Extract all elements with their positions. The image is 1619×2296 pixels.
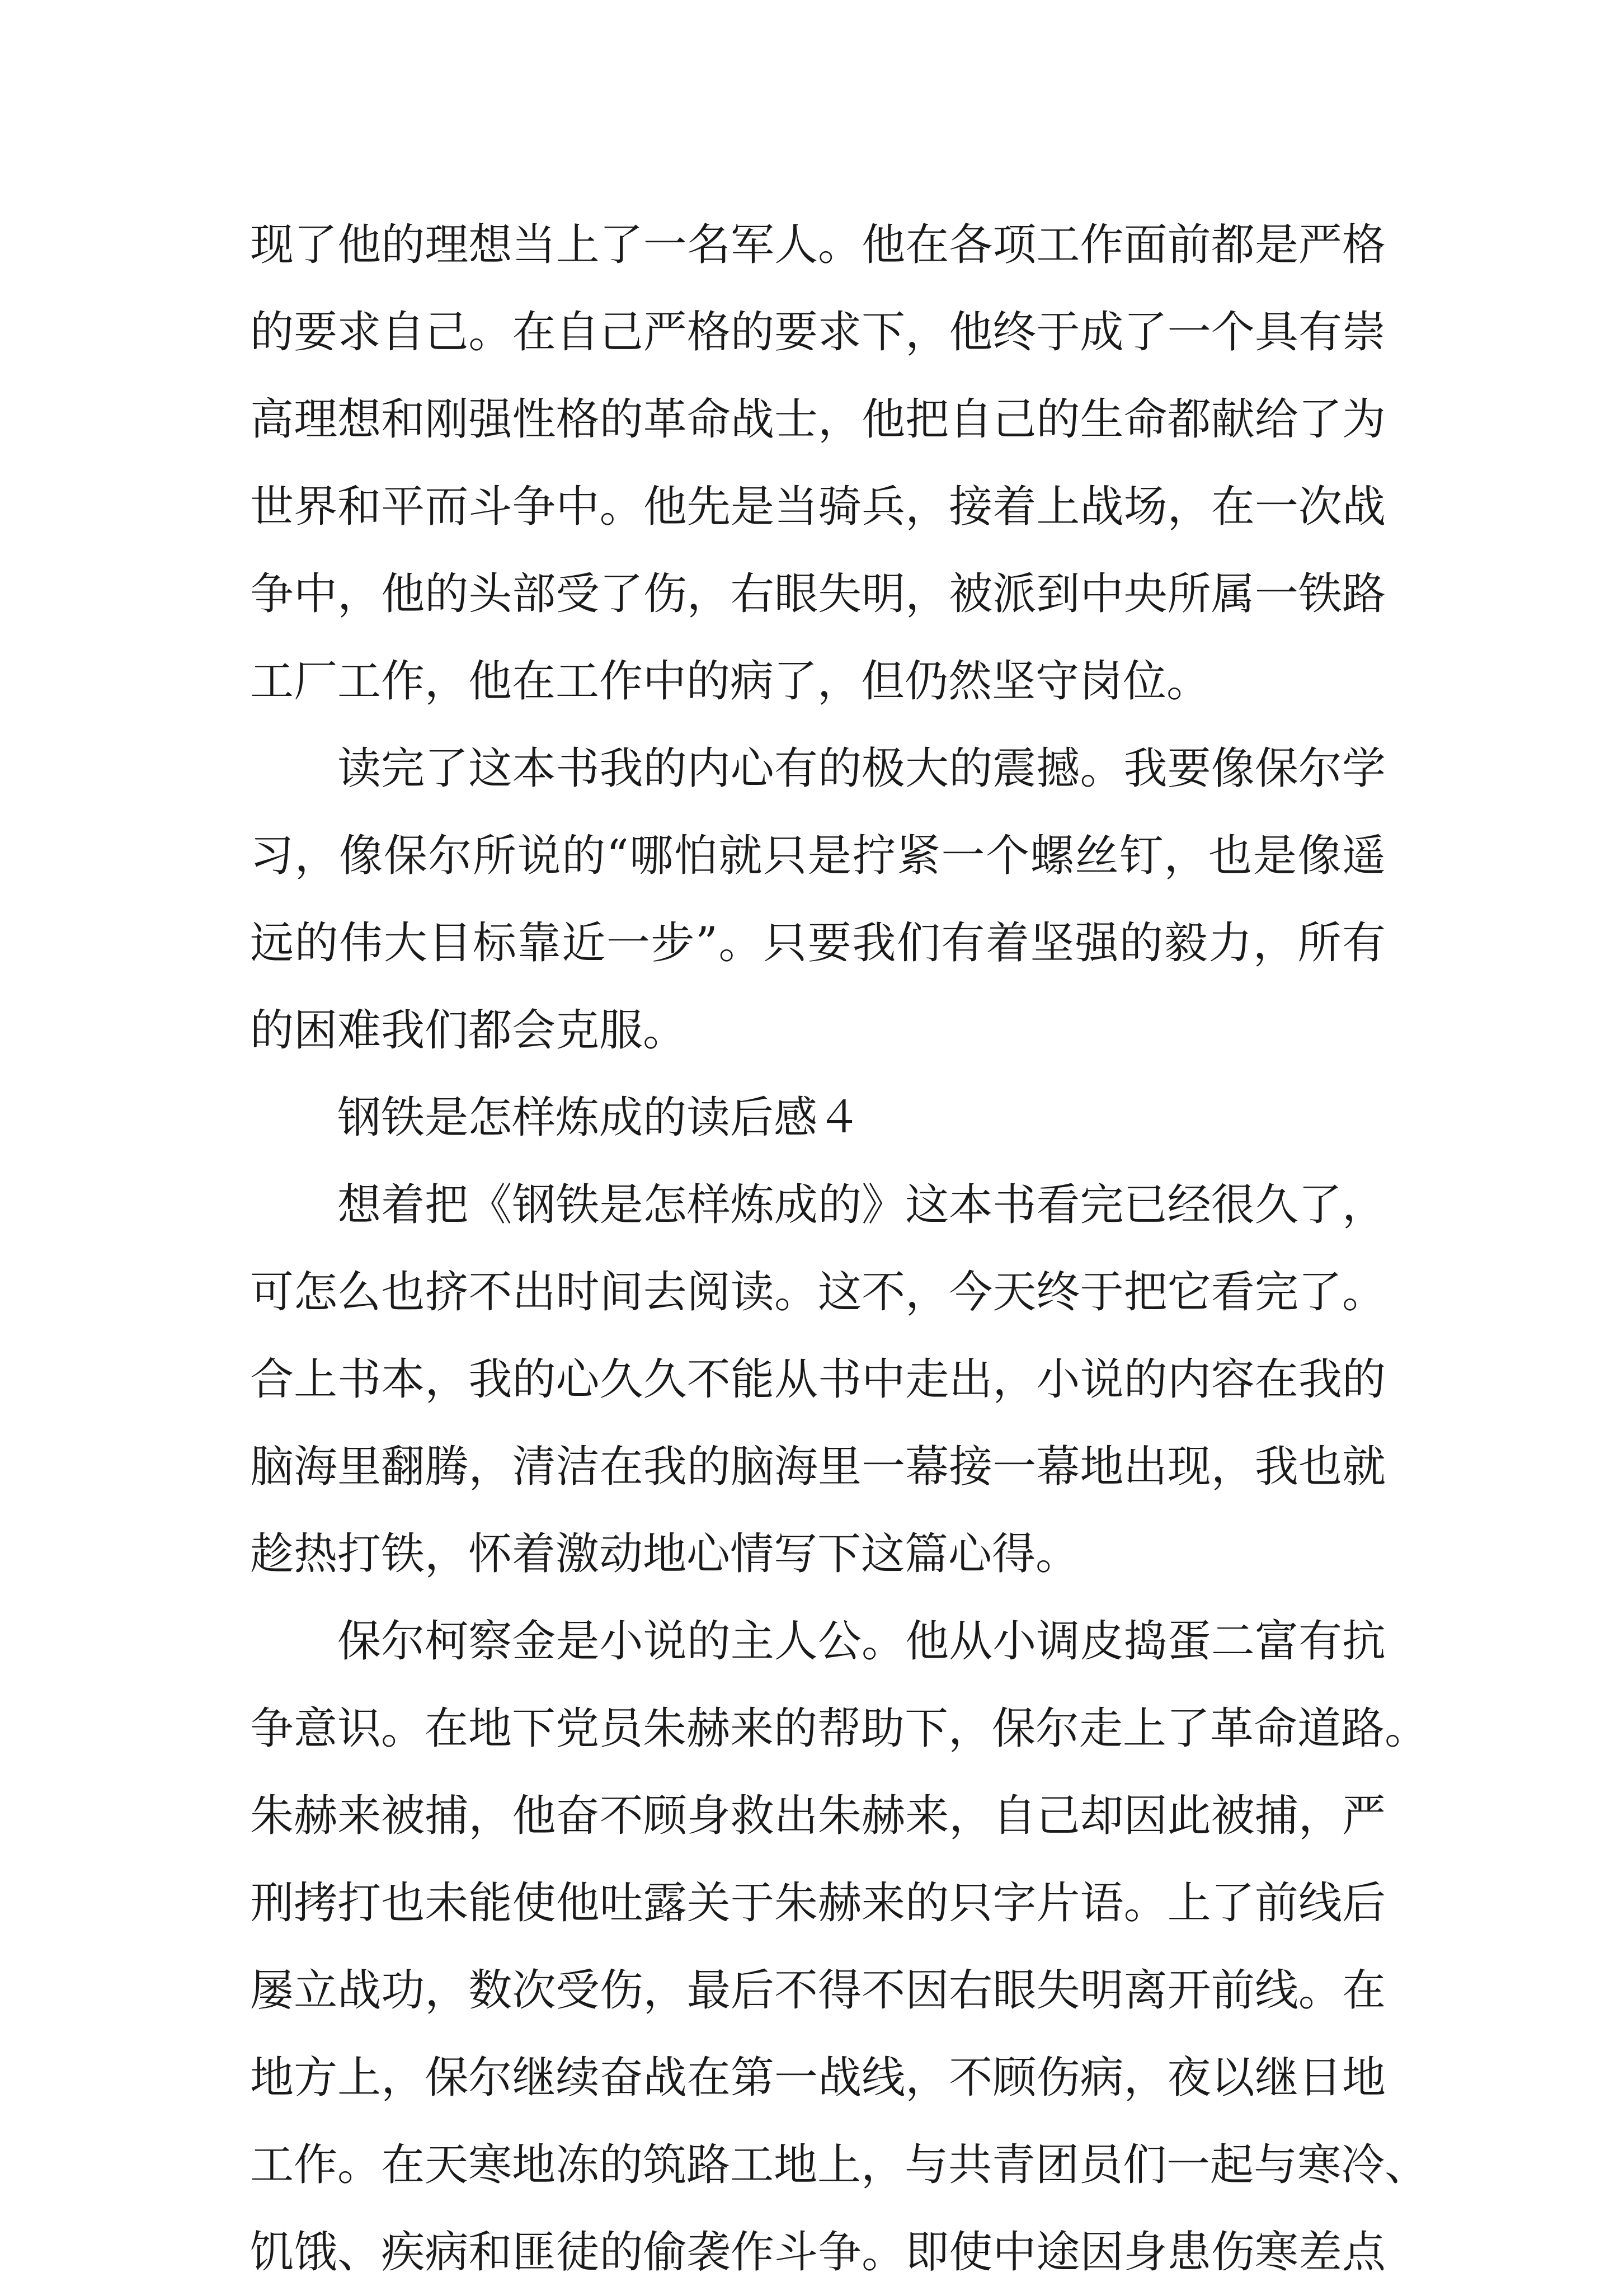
text-line: 脑海里翻腾，清洁在我的脑海里一幕接一幕地出现，我也就 [250,1442,1386,1492]
heading-line: 钢铁是怎样炼成的读后感４ [337,1093,862,1143]
text-line: 争中，他的头部受了伤，右眼失明，被派到中央所属一铁路 [250,569,1386,619]
text-line: 想着把《钢铁是怎样炼成的》这本书看完已经很久了， [337,1180,1386,1230]
paragraph-1 [250,201,1386,725]
text-line: 趁热打铁，怀着激动地心情写下这篇心得。 [250,1529,1080,1579]
text-line: 合上书本，我的心久久不能从书中走出，小说的内容在我的 [250,1354,1386,1405]
document-body [250,201,1429,2296]
paragraph-2 [250,725,1386,1074]
text-line: 保尔柯察金是小说的主人公。他从小调皮捣蛋二富有抗 [337,1616,1386,1667]
text-line: 高理想和刚强性格的革命战士，他把自己的生命都献给了为 [250,394,1386,445]
text-line: 可怎么也挤不出时间去阅读。这不，今天终于把它看完了。 [250,1267,1386,1318]
text-line: 现了他的理想当上了一名军人。他在各项工作面前都是严格 [250,220,1386,270]
paragraph-4 [250,1598,1429,2296]
text-line: 读完了这本书我的内心有的极大的震撼。我要像保尔学 [337,744,1386,794]
text-line: 朱赫来被捕，他奋不顾身救出朱赫来，自己却因此被捕，严 [250,1791,1386,1841]
text-line: 争意识。在地下党员朱赫来的帮助下，保尔走上了革命道路。 [250,1704,1429,1754]
paragraph-3 [250,1161,1386,1598]
text-line: 屡立战功，数次受伤，最后不得不因右眼失明离开前线。在 [250,1965,1386,2016]
text-line: 世界和平而斗争中。他先是当骑兵，接着上战场，在一次战 [250,482,1386,532]
text-line: 工作。在天寒地冻的筑路工地上，与共青团员们一起与寒冷、 [250,2140,1429,2190]
text-line: 工厂工作，他在工作中的病了，但仍然坚守岗位。 [250,656,1211,707]
text-line: 饥饿、疾病和匪徒的偷袭作斗争。即使中途因身患伤寒差点 [250,2227,1386,2278]
section-heading [250,1074,1386,1161]
text-line: 远的伟大目标靠近一步”。只要我们有着坚强的毅力，所有 [250,918,1386,968]
text-line: 的要求自己。在自己严格的要求下，他终于成了一个具有崇 [250,307,1386,357]
text-line: 习，像保尔所说的“哪怕就只是拧紧一个螺丝钉，也是像遥 [250,831,1386,881]
text-line: 的困难我们都会克服。 [250,1005,687,1056]
text-line: 地方上，保尔继续奋战在第一战线，不顾伤病，夜以继日地 [250,2053,1386,2103]
text-line: 刑拷打也未能使他吐露关于朱赫来的只字片语。上了前线后 [250,1878,1386,1928]
